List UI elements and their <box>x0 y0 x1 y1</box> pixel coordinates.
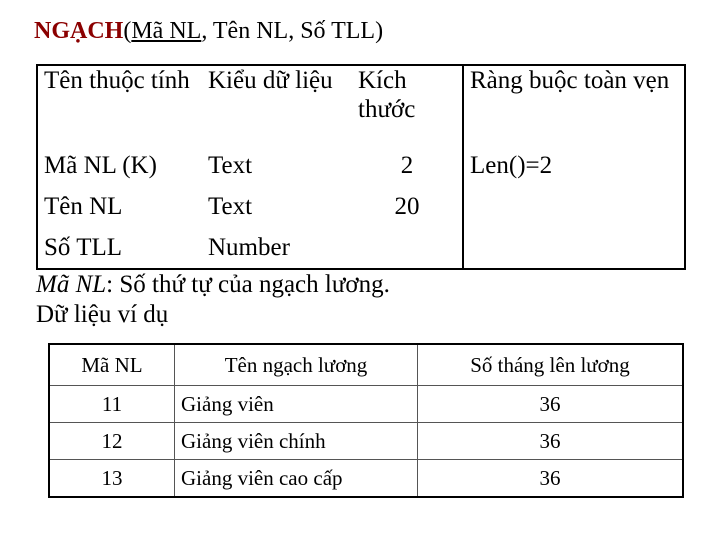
header-rank-name: Tên ngạch lương <box>175 344 418 386</box>
sample-header-row <box>49 344 683 386</box>
schema-row <box>37 145 685 186</box>
cell-constraint: Len()=2 <box>463 145 685 186</box>
cell-months: 36 <box>418 386 684 423</box>
cell-type: Text <box>208 152 253 179</box>
cell-code: 12 <box>49 423 175 460</box>
cell-months: 36 <box>418 423 684 460</box>
cell-type: Number <box>208 234 290 261</box>
cell-constraint <box>463 227 685 269</box>
title-open-paren: ( <box>123 18 132 44</box>
sample-data-label: Dữ liệu ví dụ <box>36 301 169 328</box>
cell-months: 36 <box>418 460 684 498</box>
cell-attribute: Tên NL <box>44 193 123 220</box>
cell-rank-name: Giảng viên <box>175 386 418 423</box>
table-row <box>49 386 683 423</box>
cell-size: 2 <box>400 152 414 179</box>
cell-code: 13 <box>49 460 175 498</box>
table-row <box>49 460 683 498</box>
title-attributes: , Tên NL, Số TLL) <box>201 18 384 44</box>
cell-rank-name: Giảng viên cao cấp <box>175 460 418 498</box>
description-note <box>36 270 390 330</box>
cell-type: Text <box>208 193 253 220</box>
cell-code: 11 <box>49 386 175 423</box>
description-term: Mã NL <box>36 271 107 298</box>
schema-header-row <box>37 65 685 145</box>
primary-key-attribute: Mã NL <box>131 18 202 44</box>
cell-rank-name: Giảng viên chính <box>175 423 418 460</box>
schema-table <box>36 64 686 270</box>
cell-size <box>352 227 463 269</box>
header-integrity-constraint: Ràng buộc toàn vẹn <box>463 65 685 145</box>
sample-data-table <box>48 343 684 498</box>
header-months: Số tháng lên lương <box>418 344 684 386</box>
header-data-type: Kiểu dữ liệu <box>208 67 333 94</box>
header-attribute-name: Tên thuộc tính <box>44 67 190 94</box>
header-code: Mã NL <box>49 344 175 386</box>
cell-attribute: Mã NL (K) <box>44 152 157 179</box>
relation-title <box>34 18 383 45</box>
relation-name: NGẠCH <box>34 18 124 44</box>
cell-constraint <box>463 186 685 227</box>
cell-size: 20 <box>394 193 420 220</box>
schema-row <box>37 186 685 227</box>
cell-attribute: Số TLL <box>44 234 123 261</box>
attribute-description <box>36 270 390 300</box>
header-size: Kích thước <box>358 67 416 123</box>
table-row <box>49 423 683 460</box>
description-text: : Số thứ tự của ngạch lương. <box>106 271 390 298</box>
schema-row <box>37 227 685 269</box>
